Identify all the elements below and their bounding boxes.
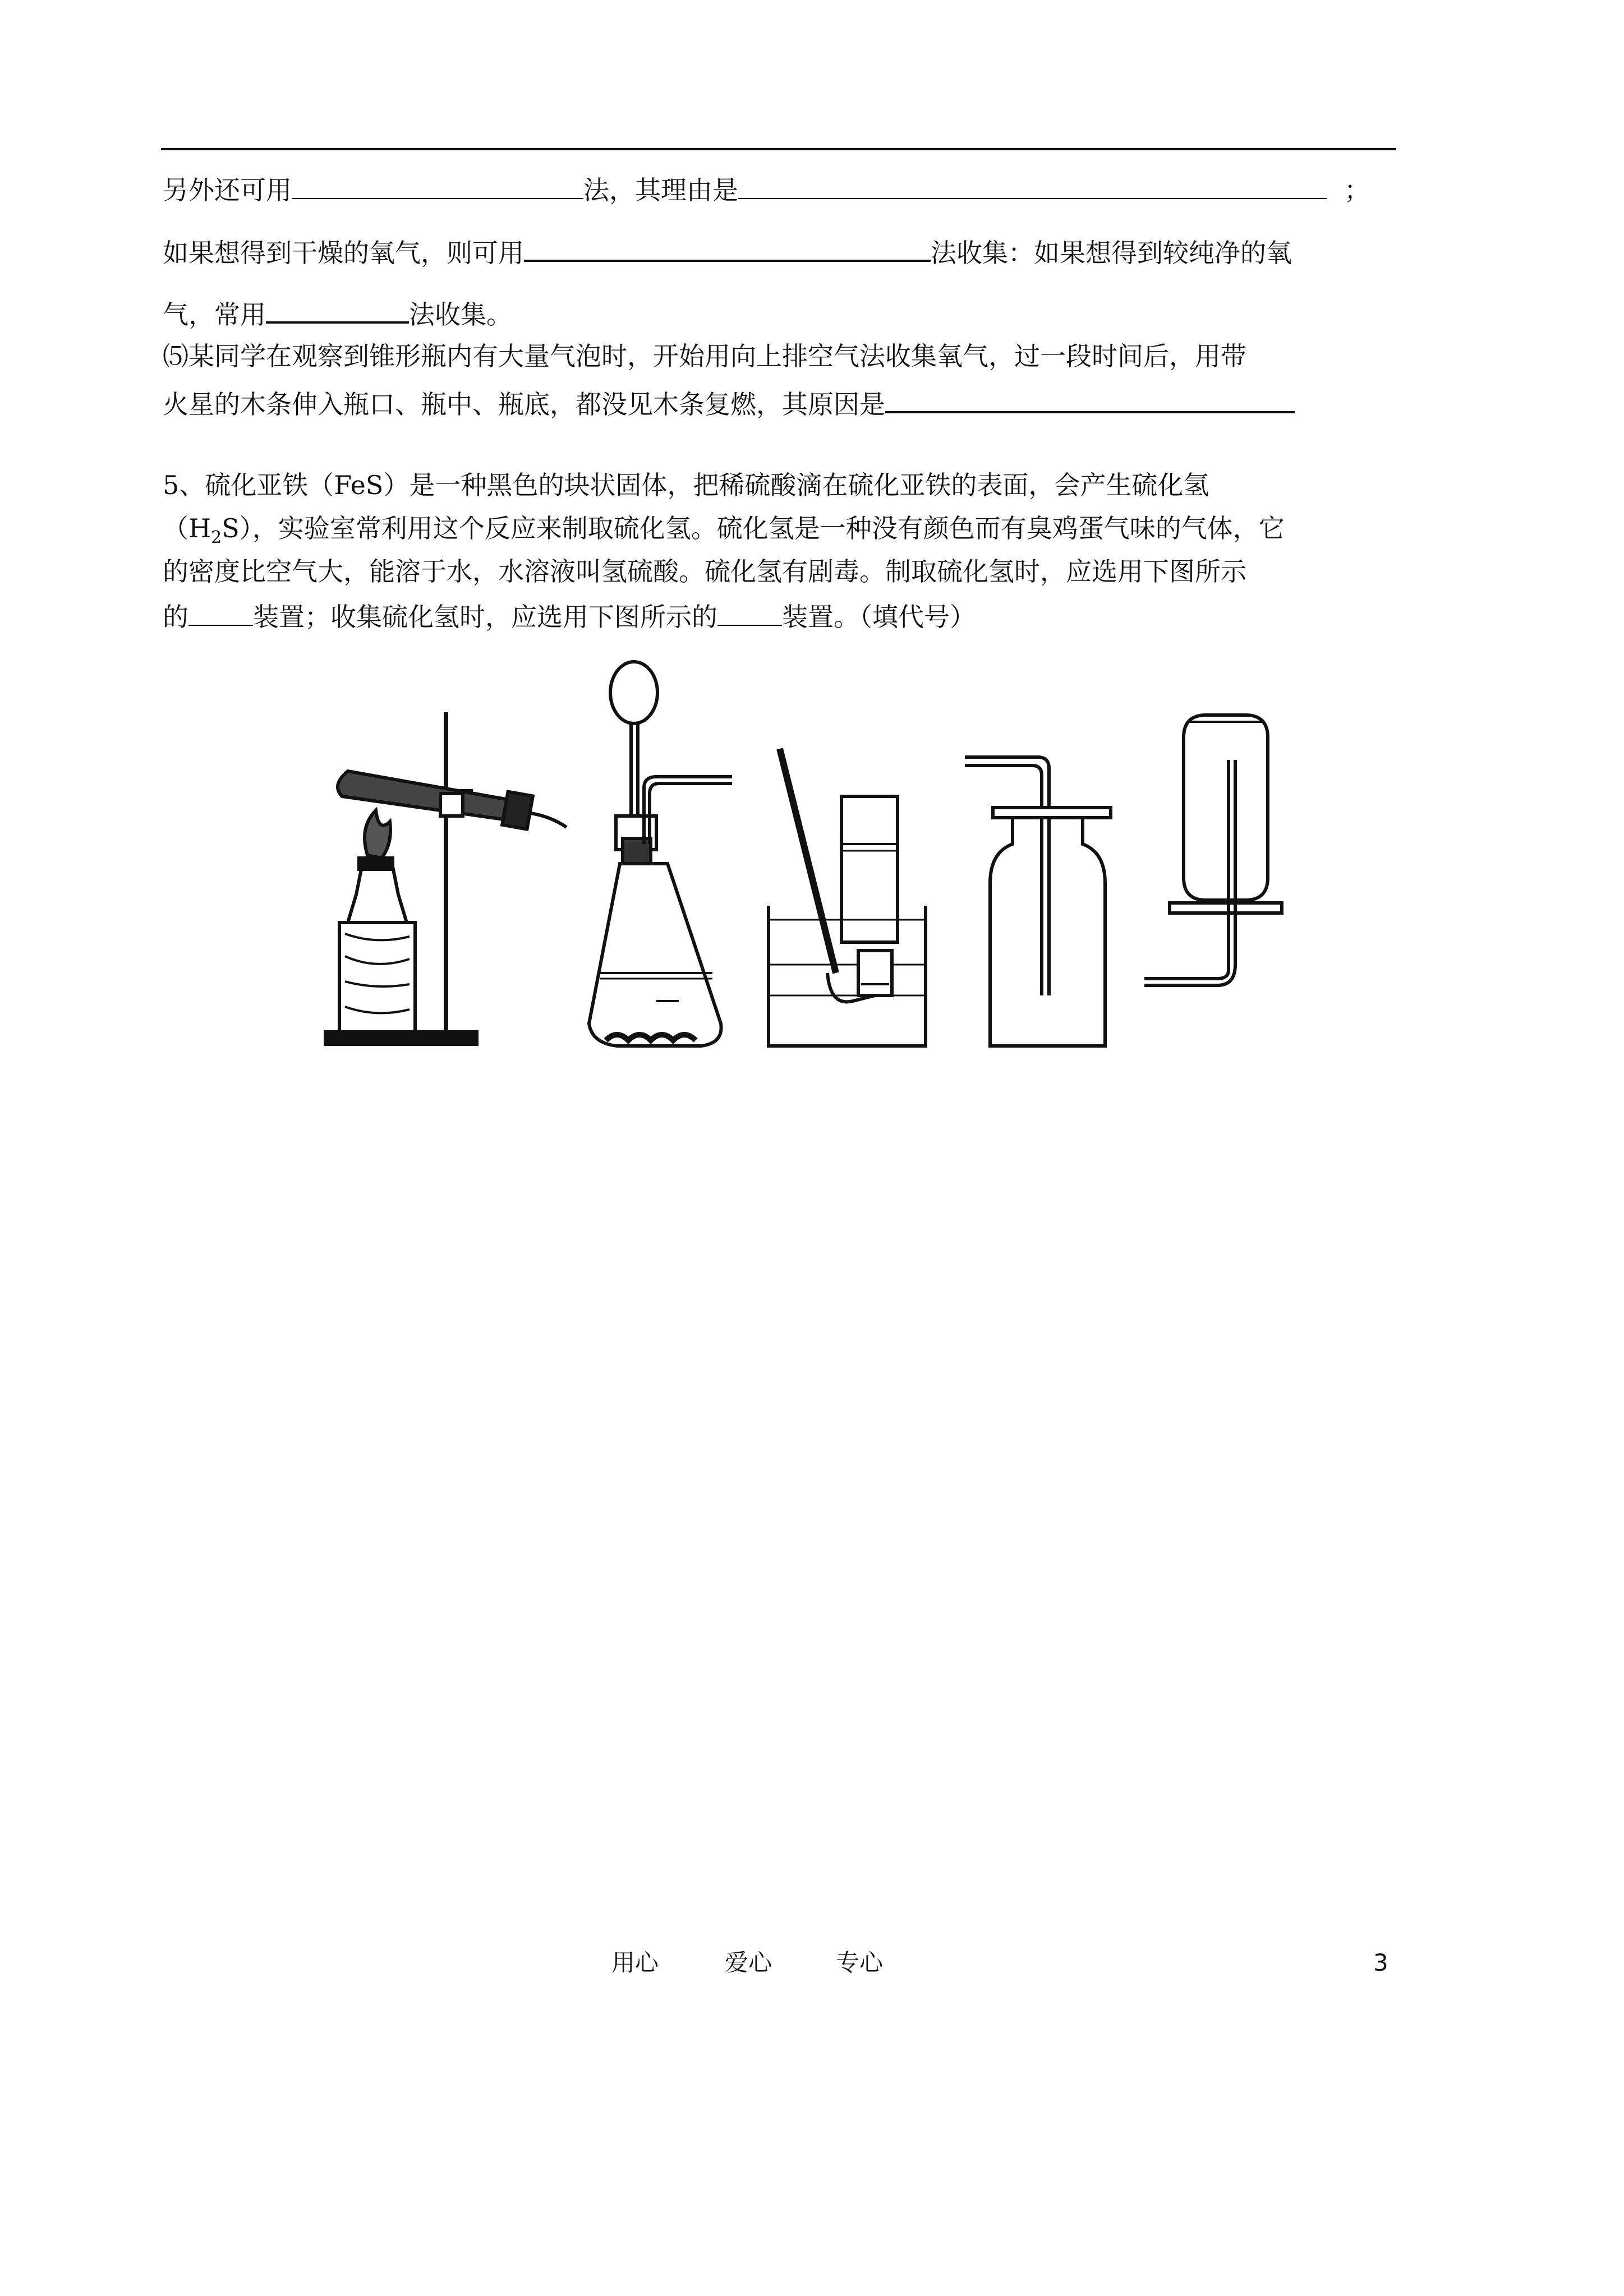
text-segment: ⑸某同学在观察到锥形瓶内有大量气泡时，开始用向上排空气法收集氧气，过一段时间后，用带 bbox=[163, 341, 1246, 371]
text-segment: 如果想得到干燥的氧气，则可用 bbox=[163, 238, 524, 268]
text-line-4 bbox=[163, 339, 1246, 373]
answer-blank[interactable] bbox=[738, 171, 1327, 199]
heating-apparatus-icon bbox=[314, 659, 572, 1063]
footer-word-2: 爱心 bbox=[725, 1949, 772, 1976]
text-segment: 的 bbox=[163, 602, 188, 632]
answer-blank[interactable] bbox=[266, 294, 409, 324]
text-segment: （H bbox=[163, 513, 211, 543]
answer-blank[interactable] bbox=[188, 598, 253, 626]
upward-air-displacement-icon bbox=[965, 659, 1122, 1063]
footer-word-1: 用心 bbox=[611, 1949, 659, 1976]
text-segment: 法收集。 bbox=[409, 299, 512, 330]
text-line-5 bbox=[163, 384, 1295, 421]
question-5-line-2 bbox=[163, 511, 1285, 555]
question-5-line-1 bbox=[163, 468, 1209, 502]
footer-word-3: 专心 bbox=[836, 1949, 884, 1976]
apparatus-figure bbox=[314, 659, 1301, 1063]
text-segment: ； bbox=[1344, 175, 1370, 205]
downward-air-displacement-icon bbox=[1144, 659, 1301, 1063]
text-segment: 另外还可用 bbox=[163, 175, 292, 205]
text-segment: 装置；收集硫化氢时，应选用下图所示的 bbox=[253, 602, 717, 632]
text-line-1 bbox=[163, 171, 1370, 207]
page-number: 3 bbox=[1373, 1949, 1388, 1976]
text-segment: 5、硫化亚铁（FeS）是一种黑色的块状固体，把稀硫酸滴在硫化亚铁的表面，会产生硫化氢 bbox=[163, 470, 1209, 500]
question-5-line-4 bbox=[163, 598, 976, 634]
text-line-2 bbox=[163, 233, 1292, 270]
text-segment: 法收集：如果想得到较纯净的氧 bbox=[931, 238, 1292, 268]
question-5-line-3 bbox=[163, 555, 1246, 588]
text-segment: S），实验室常利用这个反应来制取硫化氢。硫化氢是一种没有颜色而有臭鸡蛋气味的气体，它 bbox=[222, 513, 1285, 543]
answer-blank[interactable] bbox=[524, 233, 931, 262]
answer-blank[interactable] bbox=[885, 384, 1295, 413]
subscript: 2 bbox=[211, 528, 222, 548]
answer-blank[interactable] bbox=[292, 171, 583, 199]
text-segment: 法，其理由是 bbox=[583, 175, 738, 205]
text-segment: 的密度比空气大，能溶于水，水溶液叫氢硫酸。硫化氢有剧毒。制取硫化氢时，应选用下图所示 bbox=[163, 556, 1246, 587]
flask-generator-icon bbox=[583, 659, 740, 1063]
water-displacement-icon bbox=[763, 659, 931, 1063]
header-rule bbox=[161, 148, 1396, 150]
text-segment: 装置。（填代号） bbox=[782, 602, 976, 632]
answer-blank[interactable] bbox=[717, 598, 782, 626]
text-segment: 火星的木条伸入瓶口、瓶中、瓶底，都没见木条复燃，其原因是 bbox=[163, 389, 885, 419]
text-line-3 bbox=[163, 294, 512, 331]
text-segment: 气，常用 bbox=[163, 299, 266, 330]
